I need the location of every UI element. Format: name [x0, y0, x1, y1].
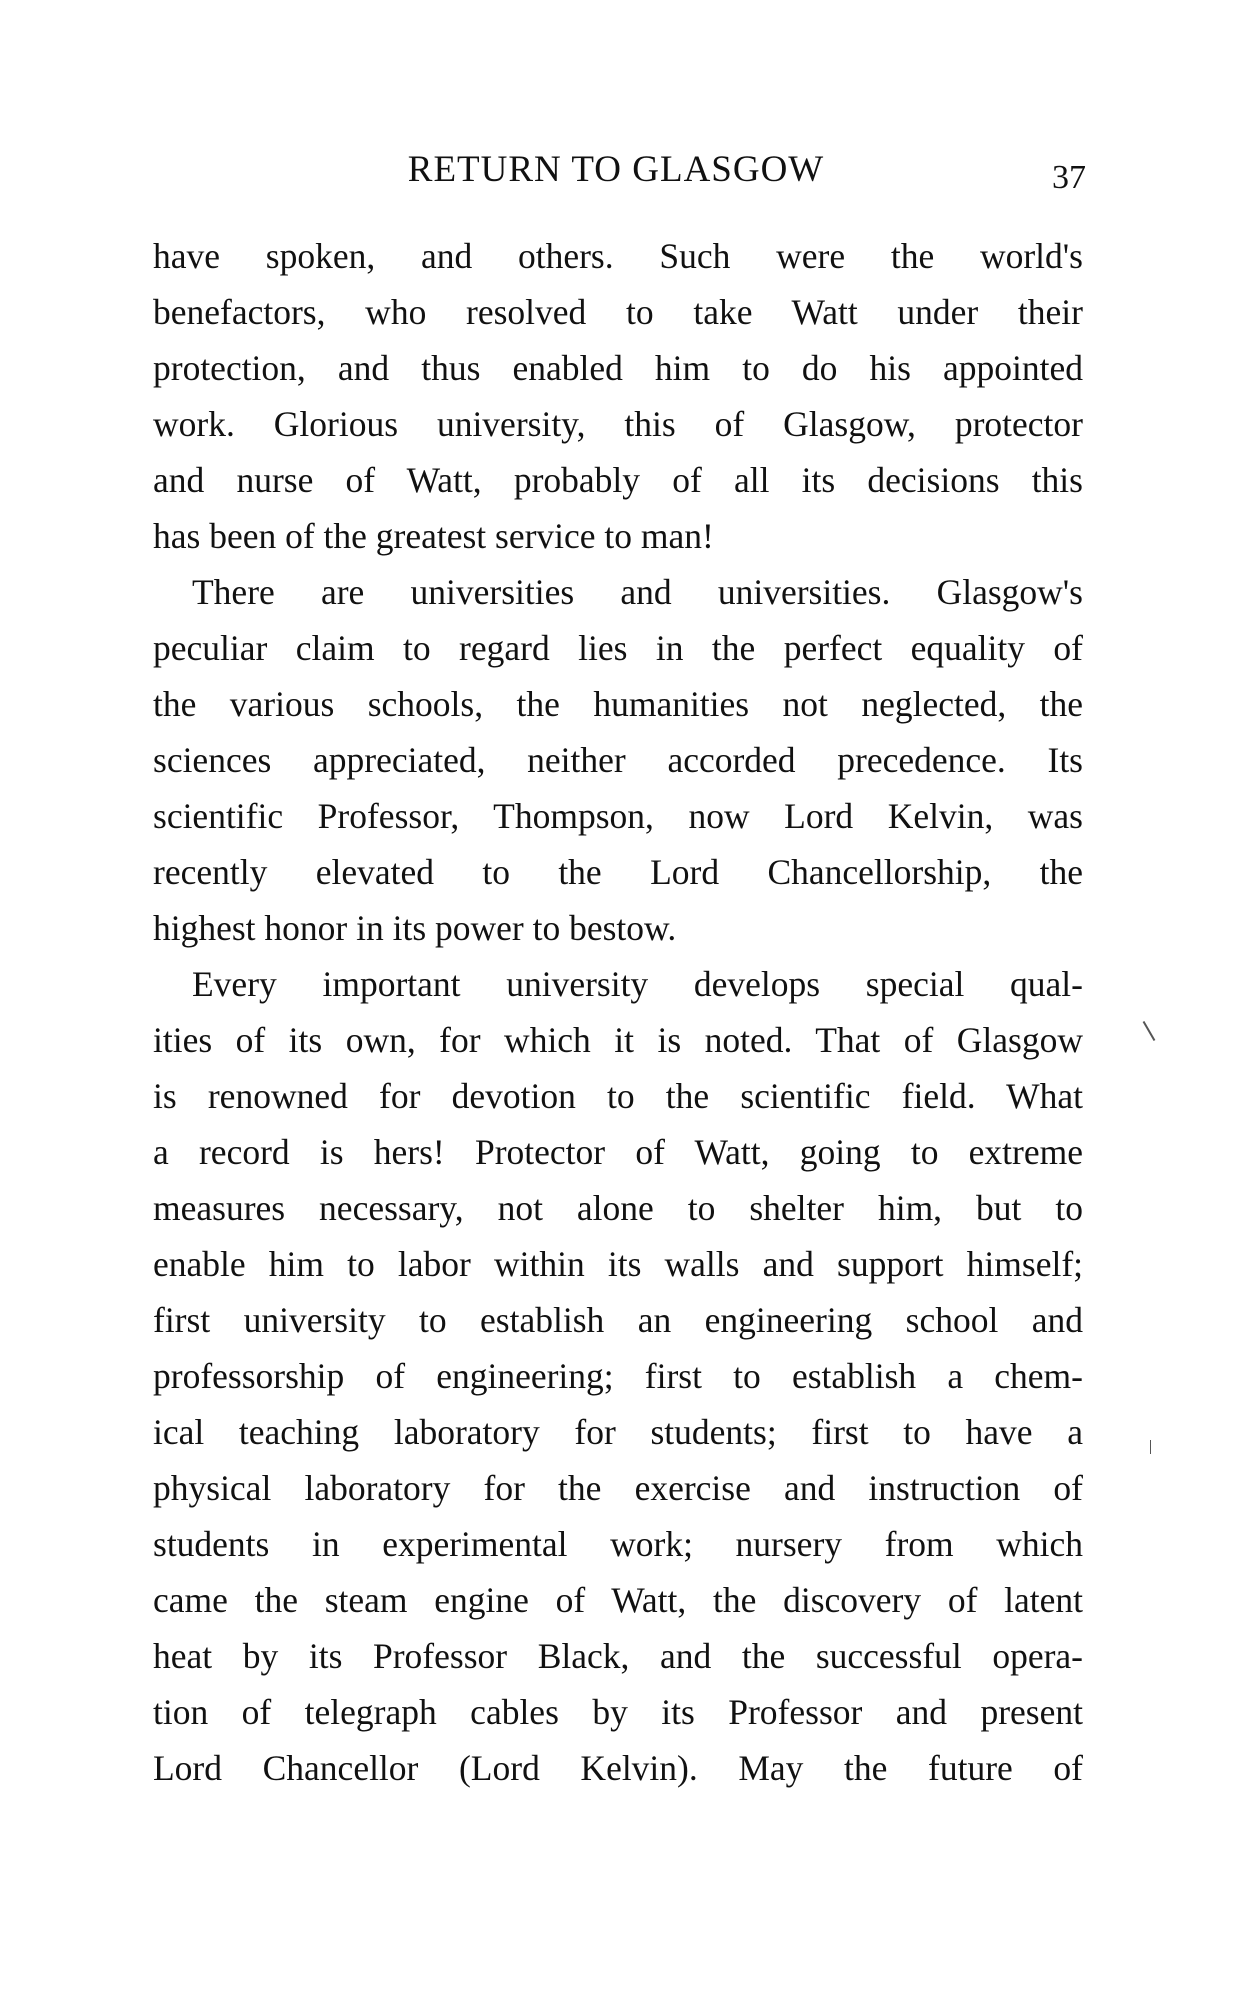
text-line: There are universities and universities. Glasgow's: [192, 572, 1083, 612]
text-line: peculiar claim to regard lies in the perfect equality of: [153, 628, 1083, 668]
text-line: ities of its own, for which it is noted. That of Glasgow: [153, 1020, 1083, 1060]
text-line: work. Glorious university, this of Glasgow, protector: [153, 404, 1083, 444]
text-line: Every important university develops special qual-: [192, 964, 1083, 1004]
text-line: enable him to labor within its walls and support himself;: [153, 1244, 1083, 1284]
page-number: 37: [1052, 159, 1086, 196]
text-line: benefactors, who resolved to take Watt under their: [153, 292, 1083, 332]
text-line: recently elevated to the Lord Chancellorship, the: [153, 852, 1083, 892]
scan-mark: [1143, 1021, 1156, 1041]
text-line: tion of telegraph cables by its Professor and present: [153, 1692, 1083, 1732]
text-line: sciences appreciated, neither accorded precedence. Its: [153, 740, 1083, 780]
text-line: professorship of engineering; first to establish a chem-: [153, 1356, 1083, 1396]
text-line: scientific Professor, Thompson, now Lord Kelvin, was: [153, 796, 1083, 836]
text-line: is renowned for devotion to the scientific field. What: [153, 1076, 1083, 1116]
text-line: heat by its Professor Black, and the successful opera-: [153, 1636, 1083, 1676]
running-title: RETURN TO GLASGOW: [407, 149, 825, 190]
text-line: and nurse of Watt, probably of all its decisions this: [153, 460, 1083, 500]
text-line: Lord Chancellor (Lord Kelvin). May the future of: [153, 1748, 1083, 1788]
text-line: first university to establish an engineering school and: [153, 1300, 1083, 1340]
text-line: the various schools, the humanities not neglected, the: [153, 684, 1083, 724]
text-line: have spoken, and others. Such were the world's: [153, 236, 1083, 276]
text-line: students in experimental work; nursery from which: [153, 1524, 1083, 1564]
text-line: highest honor in its power to bestow.: [153, 908, 677, 948]
text-line: physical laboratory for the exercise and instruction of: [153, 1468, 1083, 1508]
text-line: ical teaching laboratory for students; first to have a: [153, 1412, 1083, 1452]
text-line: has been of the greatest service to man!: [153, 516, 714, 556]
scan-mark: [1150, 1440, 1151, 1454]
text-line: protection, and thus enabled him to do his appointed: [153, 348, 1083, 388]
text-line: a record is hers! Protector of Watt, going to extreme: [153, 1132, 1083, 1172]
text-line: came the steam engine of Watt, the discovery of latent: [153, 1580, 1083, 1620]
text-line: measures necessary, not alone to shelter him, but to: [153, 1188, 1083, 1228]
body-text: [153, 228, 1083, 1796]
